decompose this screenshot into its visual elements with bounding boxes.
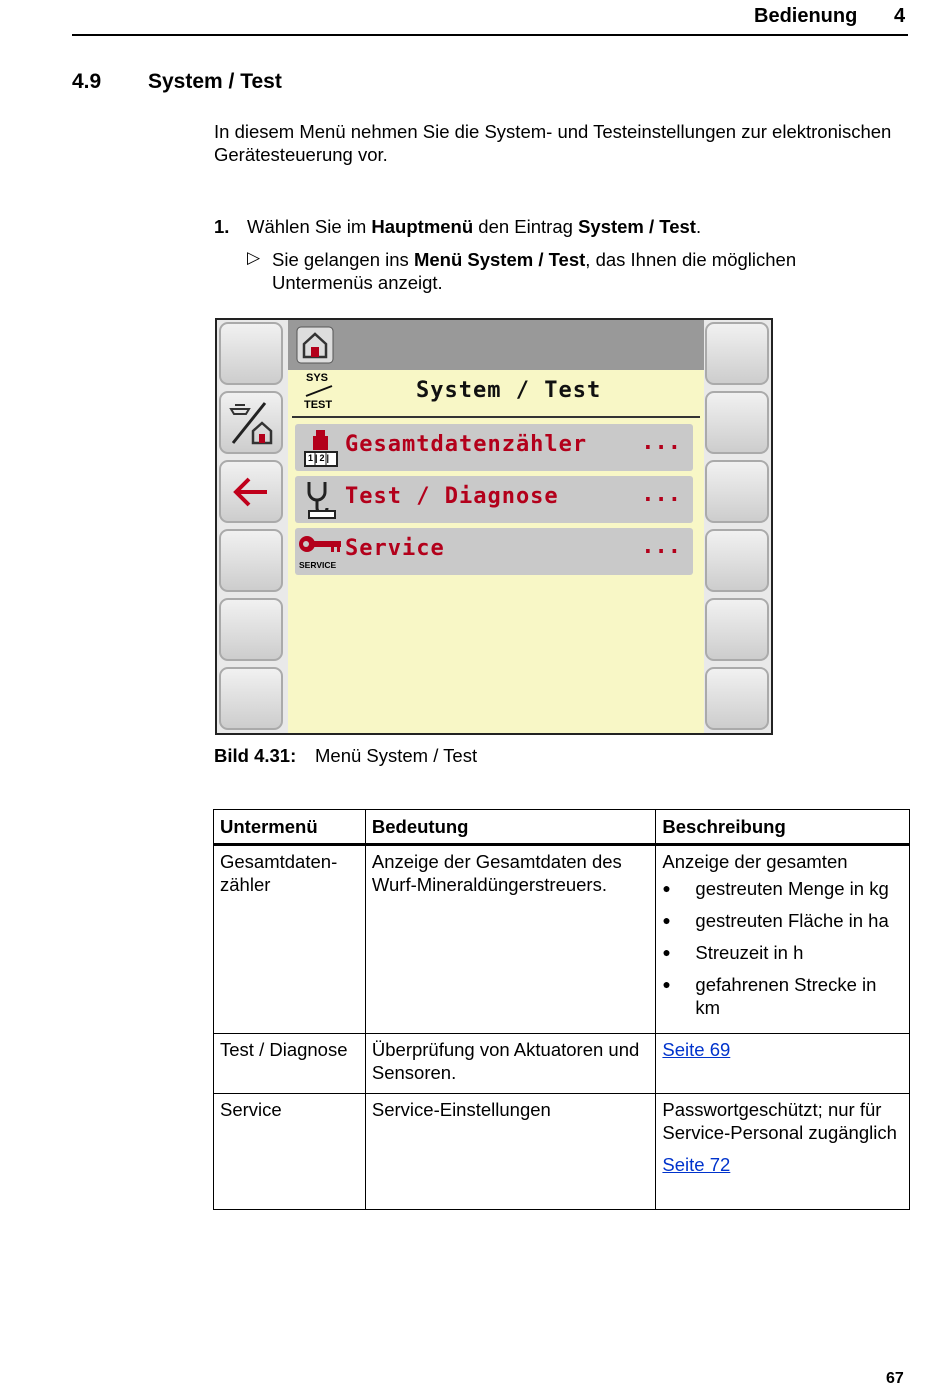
back-button[interactable] — [219, 460, 283, 523]
menu-item-label: Gesamtdatenzähler — [345, 432, 588, 457]
intro-paragraph: In diesem Menü nehmen Sie die System- und Testeinstellungen zur elektronischen Gerätesteuerung vor. — [214, 121, 892, 165]
list-item: ● Streuzeit in h — [662, 941, 903, 964]
menu-item-label: Test / Diagnose — [345, 484, 559, 509]
test-label: TEST — [304, 399, 333, 411]
table-cell-meaning: Service-Einstellungen — [365, 1094, 656, 1210]
page-link[interactable]: Seite 69 — [662, 1039, 731, 1060]
description-intro: Anzeige der gesamten — [662, 851, 848, 872]
softkey-left-4[interactable] — [219, 529, 283, 592]
softkey-right-4[interactable] — [705, 529, 769, 592]
menu-item-dots: ... — [641, 430, 681, 455]
softkey-left-1[interactable] — [219, 322, 283, 385]
table-cell-meaning: Überprüfung von Aktuatoren und Sensoren. — [365, 1034, 656, 1094]
menu-item-label: Service — [345, 536, 445, 561]
submenu-table — [213, 809, 910, 1210]
sys-label: SYS — [306, 372, 329, 384]
list-item: ● gestreuten Menge in kg — [662, 877, 903, 900]
section-number: 4.9 — [72, 70, 102, 93]
home-icon — [296, 326, 334, 364]
display-title: System / Test — [416, 378, 602, 403]
device-screen — [215, 318, 773, 735]
softkey-left-6[interactable] — [219, 667, 283, 730]
description-bullets — [662, 877, 903, 1019]
table-cell-submenu: Test / Diagnose — [214, 1034, 366, 1094]
figure-caption-text: Menü System / Test — [315, 745, 478, 766]
table-row — [214, 845, 910, 1034]
step-number: 1. — [214, 216, 230, 237]
page-number: 67 — [886, 1370, 904, 1387]
menu-item-dots: ... — [641, 534, 681, 559]
stethoscope-icon — [303, 479, 339, 521]
service-key-icon — [298, 532, 344, 558]
spreader-home-icon — [221, 393, 281, 452]
softkey-left-2[interactable] — [219, 391, 283, 454]
softkey-right-2[interactable] — [705, 391, 769, 454]
display-area — [288, 320, 704, 733]
table-cell-description — [656, 1094, 910, 1210]
page-link[interactable]: Seite 72 — [662, 1154, 731, 1175]
header-rule — [72, 34, 908, 36]
table-cell-description — [656, 1034, 910, 1094]
list-item: ● gefahrenen Strecke in km — [662, 973, 903, 1019]
menu-item-dots: ... — [641, 482, 681, 507]
softkey-right-5[interactable] — [705, 598, 769, 661]
table-row — [214, 1094, 910, 1210]
header-title: Bedienung — [754, 5, 858, 27]
table-header-row — [214, 810, 910, 845]
menu-item-gesamtdatenzaehler[interactable] — [295, 424, 693, 471]
list-item: ● gestreuten Fläche in ha — [662, 909, 903, 932]
table-header: Bedeutung — [365, 810, 656, 845]
back-arrow-icon — [221, 462, 281, 521]
figure-caption-number: Bild 4.31: — [214, 745, 297, 766]
softkey-right-1[interactable] — [705, 322, 769, 385]
table-cell-meaning: Anzeige der Gesamtdaten des Wurf-Mineraldüngerstreuers. — [365, 845, 656, 1034]
table-cell-submenu: Service — [214, 1094, 366, 1210]
display-top-bar — [288, 320, 704, 370]
service-icon-label: SERVICE — [299, 560, 337, 570]
table-cell-description — [656, 845, 910, 1034]
header-chapter-number: 4 — [894, 5, 906, 27]
menu-item-service[interactable] — [295, 528, 693, 575]
table-header: Untermenü — [214, 810, 366, 845]
table-row — [214, 1034, 910, 1094]
softkey-right-3[interactable] — [705, 460, 769, 523]
menu-item-test-diagnose[interactable] — [295, 476, 693, 523]
softkey-right-6[interactable] — [705, 667, 769, 730]
description-text: Passwortgeschützt; nur für Service-Personal zugänglich — [662, 1099, 897, 1143]
table-header: Beschreibung — [656, 810, 910, 845]
result-arrow-icon: ▷ — [247, 248, 261, 267]
display-title-rule — [292, 416, 700, 418]
section-title: System / Test — [148, 70, 282, 93]
sys-test-slash-icon — [304, 384, 334, 398]
softkey-left-5[interactable] — [219, 598, 283, 661]
table-cell-submenu: Gesamtdaten- zähler — [214, 845, 366, 1034]
counter-digits: 1|2| — [308, 453, 332, 463]
step-text: Wählen Sie im Hauptmenü den Eintrag System / Test. — [247, 216, 702, 237]
result-text: Sie gelangen ins Menü System / Test, das Ihnen die möglichen Untermenüs anzeigt. — [272, 249, 797, 293]
